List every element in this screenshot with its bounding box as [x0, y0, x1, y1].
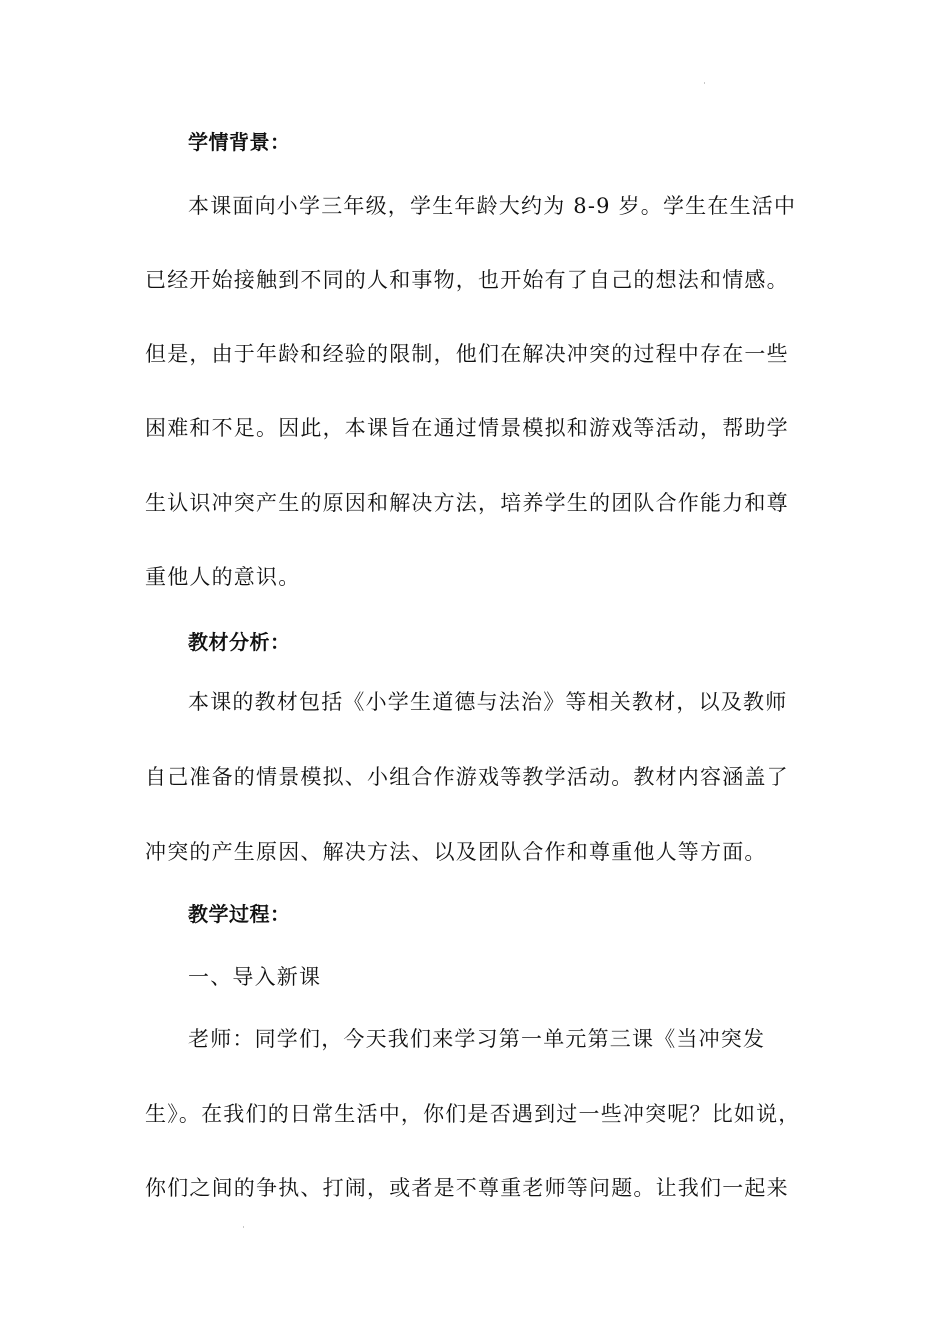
section-heading-background: 学情背景： — [188, 130, 291, 154]
paragraph-line: 生认识冲突产生的原因和解决方法，培养学生的团队合作能力和尊 — [145, 491, 789, 515]
paragraph-line: 已经开始接触到不同的人和事物，也开始有了自己的想法和情感。 — [145, 268, 789, 292]
paragraph-line: 困难和不足。因此，本课旨在通过情景模拟和游戏等活动，帮助学 — [145, 416, 789, 440]
paragraph-line: 自己准备的情景模拟、小组合作游戏等教学活动。教材内容涵盖了 — [145, 765, 789, 789]
section-heading-materials: 教材分析： — [188, 630, 291, 654]
subheading-intro: 一、导入新课 — [188, 965, 322, 989]
paragraph-line: 老师：同学们，今天我们来学习第一单元第三课《当冲突发 — [188, 1027, 766, 1051]
section-heading-process: 教学过程： — [188, 902, 291, 926]
paragraph-line: 生》。在我们的日常生活中，你们是否遇到过一些冲突呢？比如说， — [145, 1102, 801, 1126]
paragraph-line: 本课的教材包括《小学生道德与法治》等相关教材，以及教师 — [188, 690, 788, 714]
paragraph-line: 重他人的意识。 — [145, 565, 301, 589]
scan-speck — [243, 1226, 244, 1228]
paragraph-line: 冲突的产生原因、解决方法、以及团队合作和尊重他人等方面。 — [145, 840, 767, 864]
scan-speck — [704, 82, 705, 84]
paragraph-line: 本课面向小学三年级，学生年龄大约为 8-9 岁。学生在生活中 — [188, 194, 797, 218]
paragraph-line: 但是，由于年龄和经验的限制，他们在解决冲突的过程中存在一些 — [145, 342, 789, 366]
paragraph-line: 你们之间的争执、打闹，或者是不尊重老师等问题。让我们一起来 — [145, 1176, 789, 1200]
